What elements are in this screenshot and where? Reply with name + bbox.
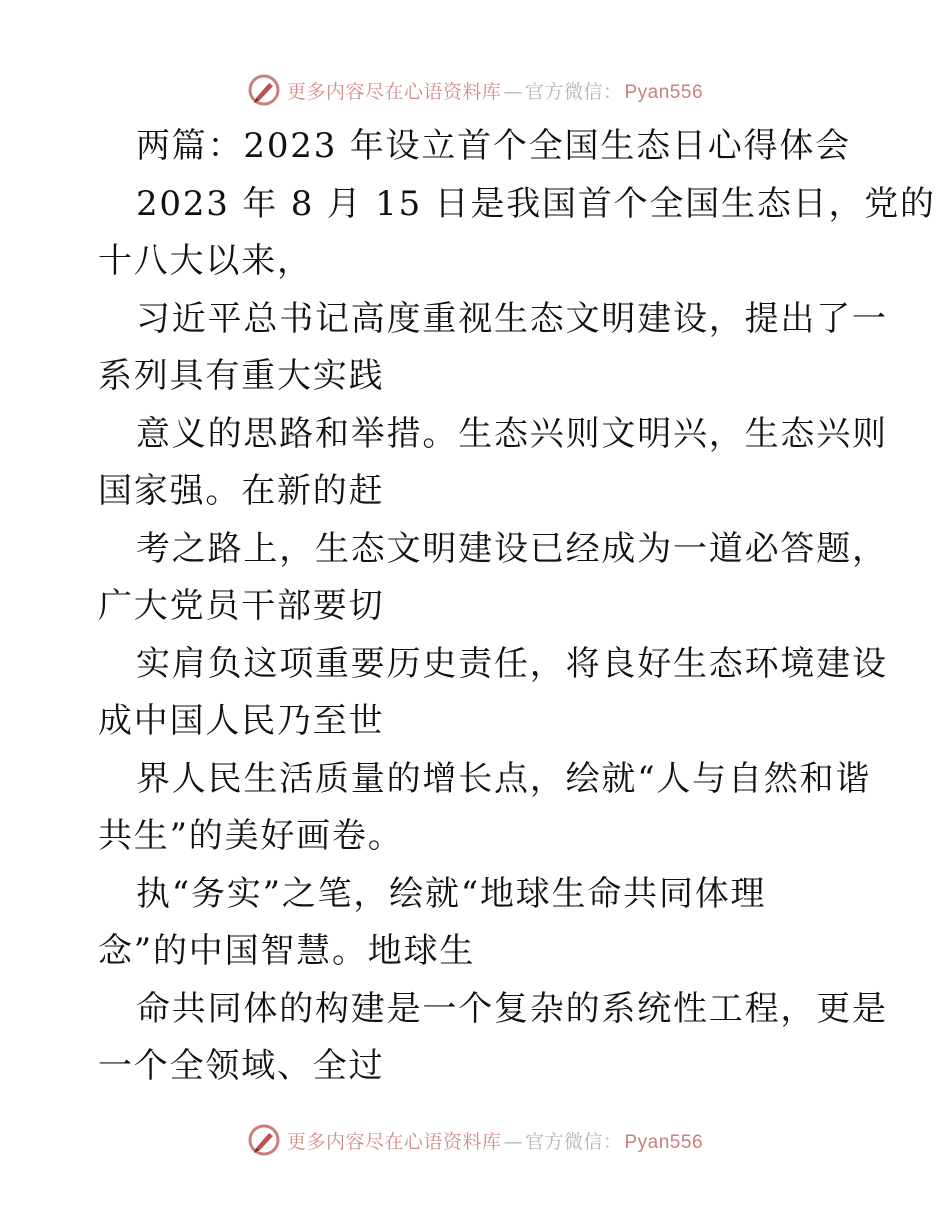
paragraph-line: 成中国人民乃至世 bbox=[98, 701, 385, 741]
header-watermark-banner bbox=[0, 70, 950, 110]
paragraph-line: 实肩负这项重要历史责任，将良好生态环境建设 bbox=[136, 643, 888, 684]
document-body bbox=[98, 118, 936, 1096]
paragraph-line: 广大党员干部要切 bbox=[98, 586, 385, 626]
document-title: 两篇：2023 年设立首个全国生态日心得体会 bbox=[136, 126, 851, 166]
paragraph-line: 系列具有重大实践 bbox=[98, 356, 385, 396]
paragraph-line: 十八大以来， bbox=[98, 241, 313, 281]
paragraph-line: 界人民生活质量的增长点，绘就“人与自然和谐 bbox=[136, 758, 872, 799]
paragraph-line: 考之路上，生态文明建设已经成为一道必答题， bbox=[136, 528, 888, 569]
banner-wechat-label: 官方微信： bbox=[524, 1130, 623, 1153]
paragraph-line: 一个全领域、全过 bbox=[98, 1046, 385, 1086]
banner-wechat-id: Pyan556 bbox=[624, 1131, 704, 1153]
banner-wechat-label: 官方微信： bbox=[524, 80, 623, 103]
pen-logo-icon bbox=[247, 1123, 281, 1157]
footer-watermark-banner bbox=[0, 1120, 950, 1160]
paragraph-line: 命共同体的构建是一个复杂的系统性工程，更是 bbox=[136, 988, 888, 1029]
banner-main-text: 更多内容尽在心语资料库 bbox=[286, 1130, 502, 1153]
banner-separator: — bbox=[503, 1130, 523, 1153]
paragraph-line: 共生”的美好画卷。 bbox=[98, 816, 404, 856]
banner-main-text: 更多内容尽在心语资料库 bbox=[286, 80, 502, 103]
banner-wechat-id: Pyan556 bbox=[624, 81, 704, 103]
paragraph-line: 习近平总书记高度重视生态文明建设，提出了一 bbox=[136, 298, 888, 339]
paragraph-line: 意义的思路和举措。生态兴则文明兴，生态兴则 bbox=[136, 413, 888, 454]
banner-separator: — bbox=[503, 80, 523, 103]
pen-logo-icon bbox=[247, 73, 281, 107]
paragraph-line: 国家强。在新的赶 bbox=[98, 471, 385, 511]
paragraph-line: 念”的中国智慧。地球生 bbox=[98, 931, 476, 971]
paragraph-line: 执“务实”之笔，绘就“地球生命共同体理 bbox=[136, 873, 767, 914]
paragraph-line: 2023 年 8 月 15 日是我国首个全国生态日，党的 bbox=[136, 183, 936, 224]
